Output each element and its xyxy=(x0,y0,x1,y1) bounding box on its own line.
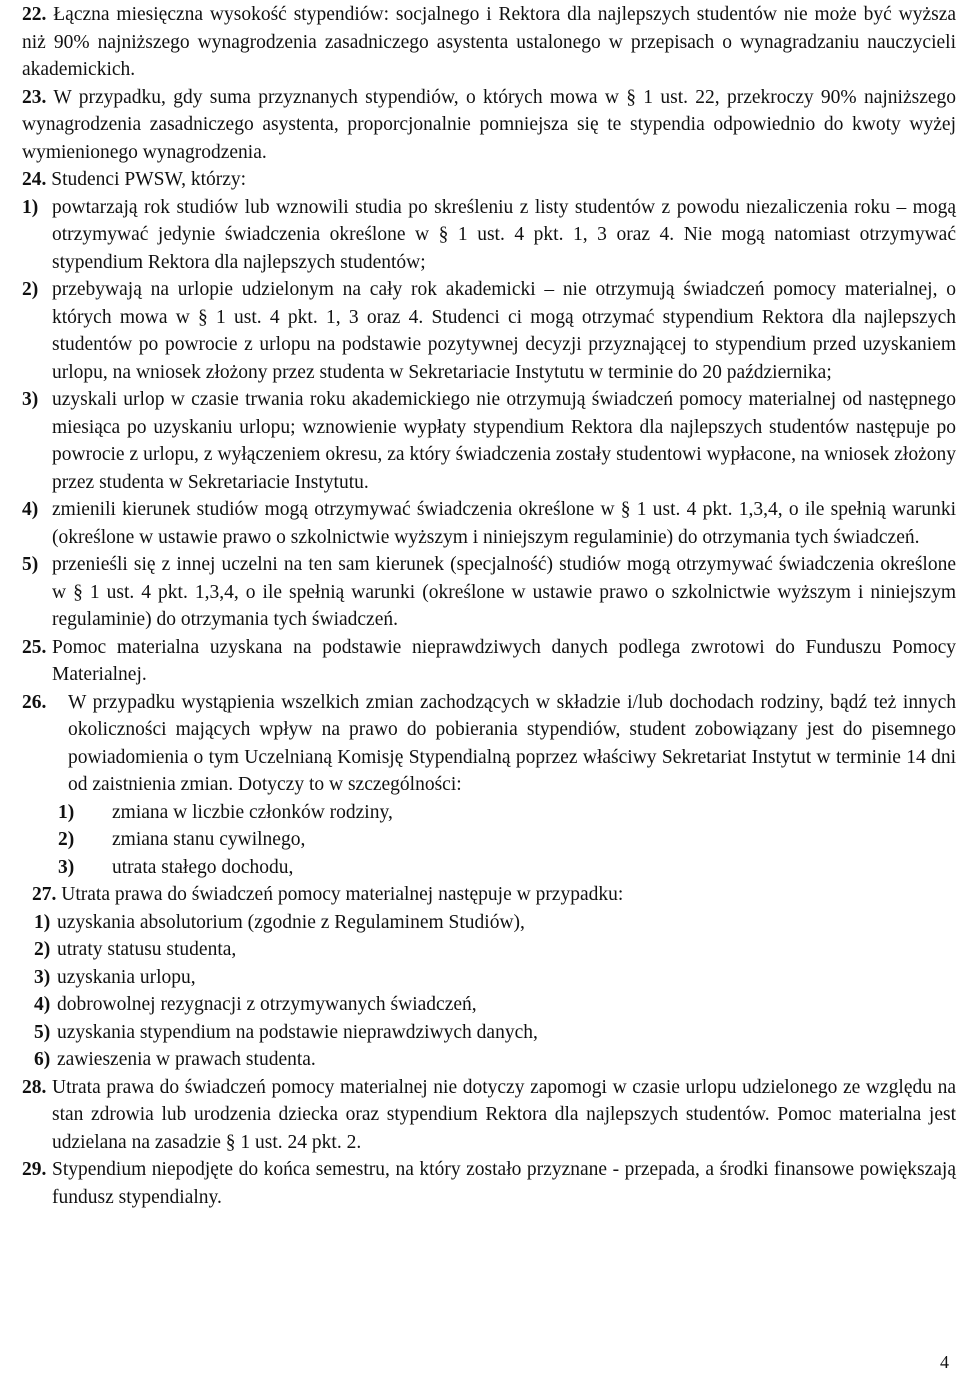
paragraph-text: Stypendium niepodjęte do końca semestru, na który zostało przyznane - przepada, a środki finansowe powiększają fundusz stypendialny. xyxy=(52,1159,956,1208)
list-item-text: przebywają na urlopie udzielonym na cały rok akademicki – nie otrzymują świadczeń pomocy materialnej, o których mowa w § 1 ust. 4 pkt. 1, 3 oraz 4. Studenci ci mogą otrzymać stypendium Rektora dla najlepszych studentów po powrocie z urlopu na podstawie pozytywnej decyzji przyznającej to stypendium przed uzyskaniem urlopu, na wniosek złożony przez studenta w Sekretariacie Instytutu w terminie do 20 października; xyxy=(52,279,956,383)
list-item xyxy=(22,799,956,827)
list-item-number: 2) xyxy=(58,829,75,850)
list-item-text: utrata stałego dochodu, xyxy=(112,856,294,878)
list-item xyxy=(22,551,956,634)
paragraph-number: 26. xyxy=(22,691,47,713)
paragraph-text: Pomoc materialna uzyskana na podstawie nieprawdziwych danych podlega zwrotowi do Funduszu Pomocy Materialnej. xyxy=(52,636,956,685)
list-item xyxy=(22,826,956,854)
list-item xyxy=(22,1019,956,1047)
list-item-number: 1) xyxy=(58,801,75,823)
list-item-number: 4) xyxy=(22,499,39,520)
paragraph-text: Utrata prawa do świadczeń pomocy materialnej nie dotyczy zapomogi w czasie urlopu udzielonego ze względu na stan zdrowia lub urodzenia dziecka oraz stypendium Rektora dla najlepszych studentów. Pomoc materialna jest udzielana na zasadzie § 1 ust. 24 pkt. 2. xyxy=(52,1076,956,1153)
list-item xyxy=(22,936,956,964)
paragraph-text: W przypadku wystąpienia wszelkich zmian zachodzących w składzie i/lub dochodach rodziny, bądź też innych okoliczności mających wpływ na prawo do pobierania stypendiów, student zobowiązany jest do pisemnego powiadomienia o tym Uczelnianą Komisję Stypendialną poprzez właściwy Sekretariat Instytut w terminie 14 dni od zaistnienia zmian. Dotyczy to w szczególności: xyxy=(68,691,956,795)
paragraph-number: 25. xyxy=(22,636,47,658)
list-item-number: 1) xyxy=(22,196,39,218)
list-item-number: 1) xyxy=(34,911,51,933)
list-item xyxy=(22,496,956,551)
list-item-number: 2) xyxy=(34,939,51,960)
paragraph-number: 27. xyxy=(32,884,57,905)
list-item-text: zmiana stanu cywilnego, xyxy=(112,829,306,850)
paragraph-24 xyxy=(22,166,956,634)
list-item-number: 3) xyxy=(34,966,51,988)
list-item-number: 5) xyxy=(34,1021,51,1043)
list-item-number: 6) xyxy=(34,1049,51,1070)
list-item-text: powtarzają rok studiów lub wznowili studia po skreśleniu z listy studentów z powodu niezaliczenia roku – mogą otrzymywać jedynie świadczenia określone w § 1 ust. 4 pkt. 1, 3 oraz 4. Nie mogą natomiast otrzymywać stypendium Rektora dla najlepszych studentów; xyxy=(52,196,956,273)
paragraph-number: 28. xyxy=(22,1076,47,1098)
list-item xyxy=(22,991,956,1019)
list-item-number: 5) xyxy=(22,554,39,575)
list-item-number: 3) xyxy=(58,856,75,878)
list-item-text: uzyskania absolutorium (zgodnie z Regulaminem Studiów), xyxy=(57,911,525,933)
list-item-text: zmienili kierunek studiów mogą otrzymywać świadczenia określone w § 1 ust. 4 pkt. 1,3,4, o ile spełnią warunki (określone w ustawie prawo o szkolnictwie wyższym i niniejszym regulaminie) do otrzymania tych świadczeń. xyxy=(52,499,956,548)
list-item xyxy=(22,1046,956,1074)
list-item-text: utraty statusu studenta, xyxy=(57,939,237,960)
paragraph-27 xyxy=(22,881,956,1074)
list-item-text: zmiana w liczbie członków rodziny, xyxy=(112,801,393,823)
document-page xyxy=(22,0,956,1211)
paragraph-text: W przypadku, gdy suma przyznanych stypendiów, o których mowa w § 1 ust. 22, przekroczy 90% najniższego wynagrodzenia zasadniczego asystenta, proporcjonalnie pomniejsza się te stypendia odpowiednio do kwoty wyżej wymienionego wynagrodzenia. xyxy=(22,86,957,163)
list-item-text: przenieśli się z innej uczelni na ten sam kierunek (specjalność) studiów mogą otrzymywać świadczenia określone w § 1 ust. 4 pkt. 1,3,4, o ile spełnią warunki (określone w ustawie prawo o szkolnictwie wyższym i niniejszym regulaminie) do otrzymania tych świadczeń. xyxy=(52,554,956,630)
paragraph-28 xyxy=(22,1074,956,1157)
list-item-text: dobrowolnej rezygnacji z otrzymywanych świadczeń, xyxy=(57,994,477,1015)
paragraph-25 xyxy=(22,634,956,689)
list-item-text: uzyskania stypendium na podstawie nieprawdziwych danych, xyxy=(57,1021,538,1043)
list-item-number: 2) xyxy=(22,279,39,300)
list-item xyxy=(22,276,956,386)
paragraph-number: 23. xyxy=(22,86,47,108)
paragraph-intro: Studenci PWSW, którzy: xyxy=(51,169,247,190)
list-item-text: uzyskali urlop w czasie trwania roku akademickiego nie otrzymują świadczeń pomocy materialnej od następnego miesiąca po uzyskaniu urlopu; wznowienie wypłaty stypendium Rektora dla najlepszych studentów następuje po powrocie z urlopu, z wyłączeniem okresu, za który świadczenia zostały studentowi wypłacone, na wniosek złożony przez studenta w Sekretariacie Instytutu. xyxy=(52,389,956,493)
list-item xyxy=(22,194,956,277)
list-item-number: 4) xyxy=(34,994,51,1015)
paragraph-intro: Utrata prawa do świadczeń pomocy materialnej następuje w przypadku: xyxy=(61,884,624,905)
list-item xyxy=(22,909,956,937)
paragraph-text: Łączna miesięczna wysokość stypendiów: socjalnego i Rektora dla najlepszych studentów nie może być wyższa niż 90% najniższego wynagrodzenia zasadniczego asystenta ustalonego w przepisach o wynagradzaniu nauczycieli akademickich. xyxy=(22,4,957,80)
list-item-text: zawieszenia w prawach studenta. xyxy=(57,1049,316,1070)
list-item xyxy=(22,854,956,882)
paragraph-26 xyxy=(22,689,956,882)
list-item-text: uzyskania urlopu, xyxy=(57,966,196,988)
paragraph-23 xyxy=(22,84,956,167)
paragraph-29 xyxy=(22,1156,956,1211)
list-item xyxy=(22,386,956,496)
paragraph-number: 22. xyxy=(22,4,47,25)
paragraph-number: 29. xyxy=(22,1159,47,1180)
list-item xyxy=(22,964,956,992)
paragraph-number: 24. xyxy=(22,169,47,190)
paragraph-22 xyxy=(22,1,956,84)
list-item-number: 3) xyxy=(22,389,39,410)
page-number: 4 xyxy=(940,1352,949,1372)
